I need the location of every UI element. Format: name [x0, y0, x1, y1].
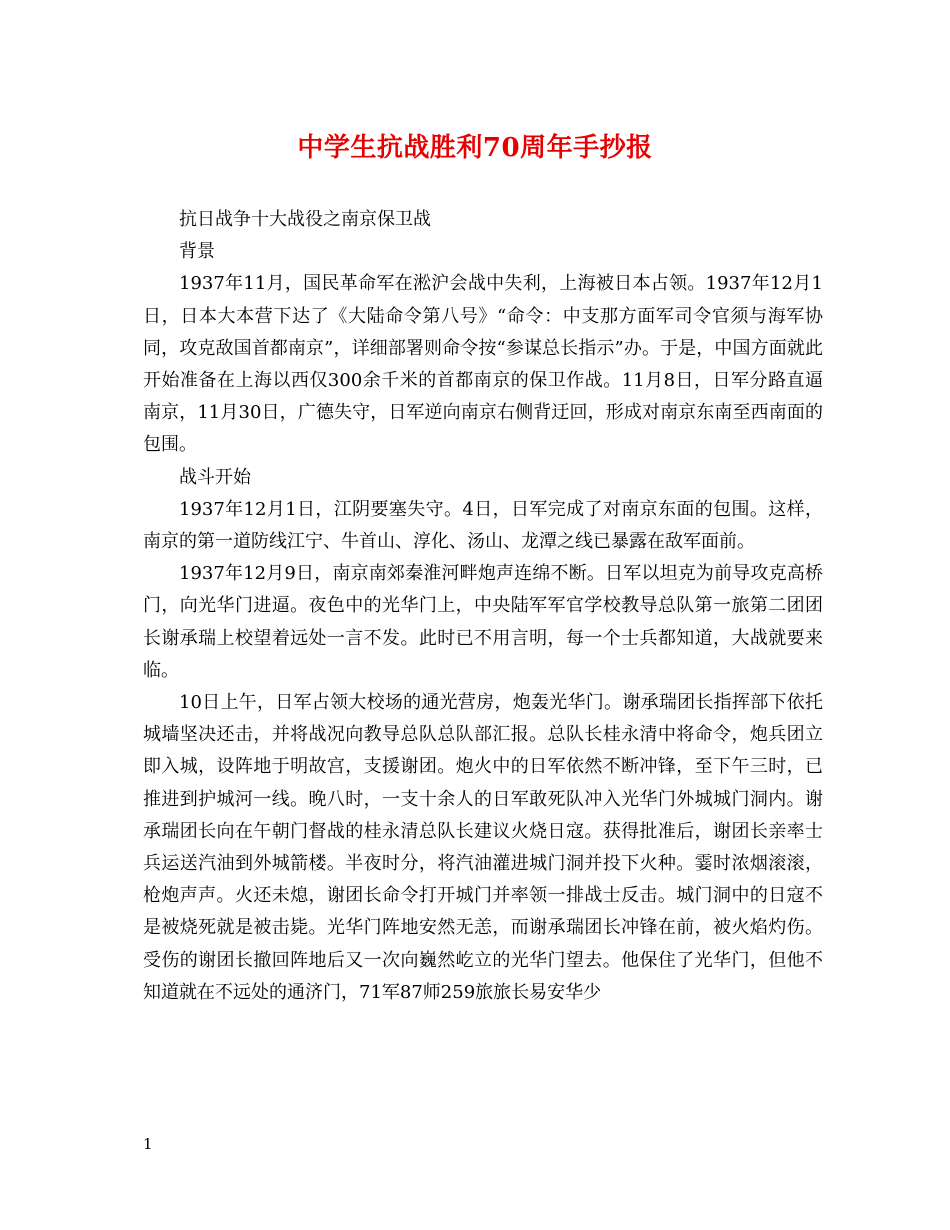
paragraph: 1937年11月，国民革命军在淞沪会战中失利，上海被日本占领。1937年12月1日，日本大本营下达了《大陆命令第八号》“命令：中支那方面军司令官须与海军协同，攻克敌国首都南京”，详细部署则命令按“参谋总长指示”办。于是，中国方面就此开始准备在上海以西仅300余千米的首都南京的保卫作战。11月8日，日军分路直逼南京，11月30日，广德失守，日军逆向南京右侧背迂回，形成对南京东南至西南面的包围。 — [143, 273, 824, 456]
document-body — [143, 204, 823, 1009]
section-heading: 抗日战争十大战役之南京保卫战 — [179, 209, 431, 230]
paragraph: 10日上午，日军占领大校场的通光营房，炮轰光华门。谢承瑞团长指挥部下依托城墙坚决还击，并将战况向教导总队总队部汇报。总队长桂永清中将命令，炮兵团立即入城，设阵地于明故宫，支援谢团。炮火中的日军依然不断冲锋，至下午三时，已推进到护城河一线。晚八时，一支十余人的日军敢死队冲入光华门外城城门洞内。谢承瑞团长向在午朝门督战的桂永清总队长建议火烧日寇。获得批准后，谢团长亲率士兵运送汽油到外城箭楼。半夜时分，将汽油灌进城门洞并投下火种。霎时浓烟滚滚，枪炮声声。火还未熄，谢团长命令打开城门并率领一排战士反击。城门洞中的日寇不是被烧死就是被击毙。光华门阵地安然无恙，而谢承瑞团长冲锋在前，被火焰灼伤。受伤的谢团长撤回阵地后又一次向巍然屹立的光华门望去。他保住了光华门，但他不知道就在不远处的通济门，71军87师259旅旅长易安华少 — [143, 692, 823, 1003]
paragraph: 1937年12月9日，南京南郊秦淮河畔炮声连绵不断。日军以坦克为前导攻克高桥门，向光华门进逼。夜色中的光华门上，中央陆军军官学校教导总队第一旅第二团团长谢承瑞上校望着远处一言不发。此时已不用言明，每一个士兵都知道，大战就要来临。 — [143, 563, 823, 681]
paragraph: 1937年12月1日，江阴要塞失守。4日，日军完成了对南京东面的包围。这样，南京的第一道防线江宁、牛首山、淳化、汤山、龙潭之线已暴露在敌军面前。 — [143, 498, 823, 553]
page-title: 中学生抗战胜利70周年手抄报 — [297, 133, 653, 163]
page-number: 1 — [143, 1135, 153, 1153]
subheading-background: 背景 — [179, 241, 215, 263]
subheading-battle-start: 战斗开始 — [179, 466, 251, 488]
